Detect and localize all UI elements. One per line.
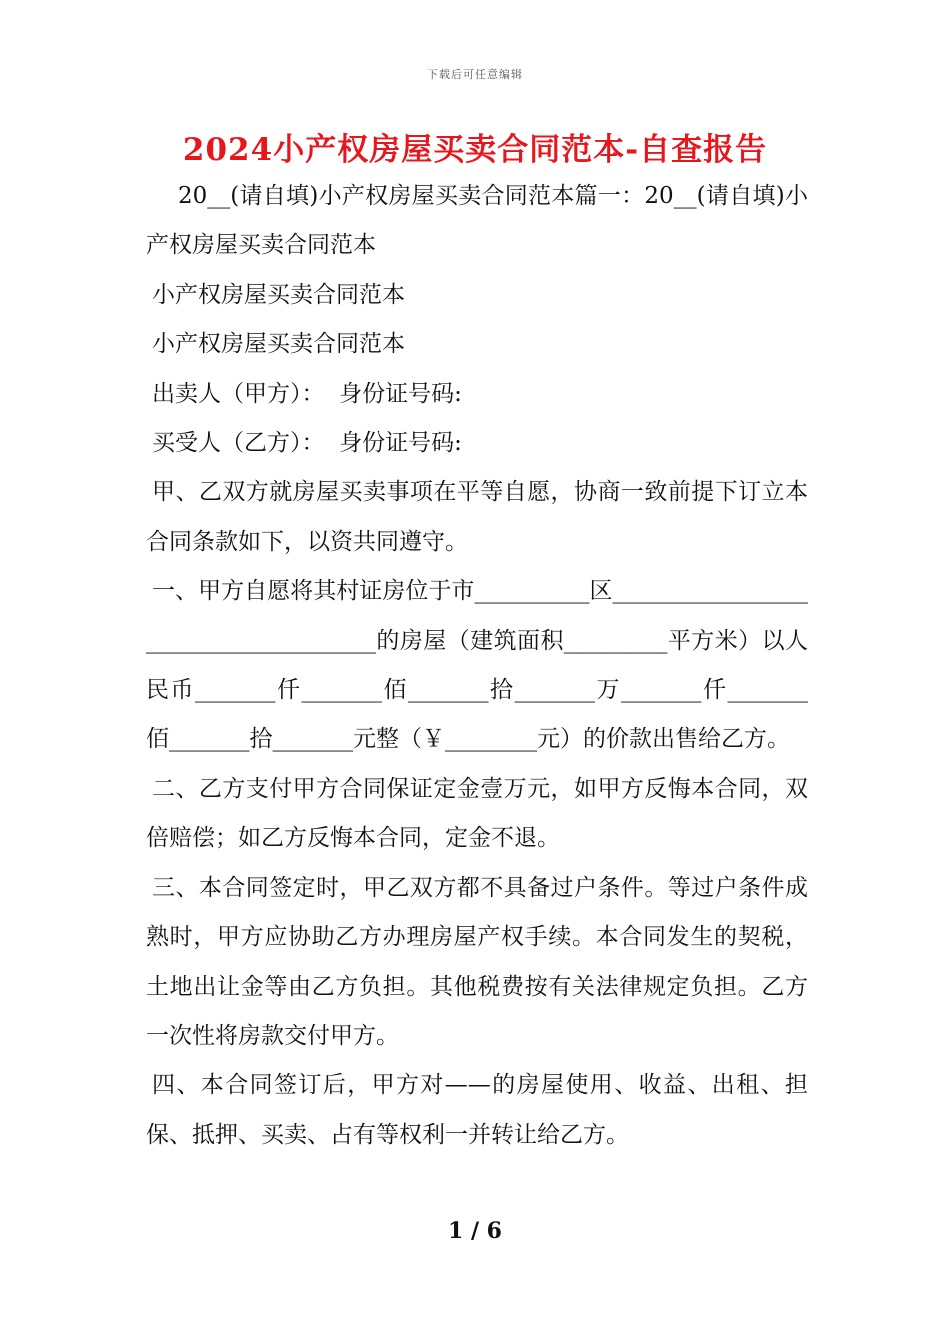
document-title: 2024小产权房屋买卖合同范本-自查报告 (182, 132, 768, 168)
paragraph-clause-2: 二、乙方支付甲方合同保证定金壹万元，如甲方反悔本合同，双倍赔偿；如乙方反悔本合同，定金不退。 (146, 775, 808, 852)
header-note: 下载后可任意编辑 (427, 68, 523, 81)
page-indicator: 1 / 6 (448, 1218, 502, 1244)
paragraph-seller: 出卖人（甲方）： 身份证号码: (152, 380, 462, 407)
paragraph-intro: 20__(请自填)小产权房屋买卖合同范本篇一：20__(请自填)小产权房屋买卖合同范本 (146, 183, 808, 259)
paragraph-clause-3: 三、本合同签定时，甲乙双方都不具备过户条件。等过户条件成熟时，甲方应协助乙方办理房屋产权手续。本合同发生的契税，土地出让金等由乙方负担。其他税费按有关法律规定负担。乙方一次性将房款交付甲方。 (146, 874, 808, 1049)
paragraph-buyer: 买受人（乙方）： 身份证号码: (152, 430, 462, 457)
paragraph-clause-1: 一、甲方自愿将其村证房位于市__________区_____________________________________的房屋（建筑面积_________平方米）以人民币_______仟_______佰_______拾_______万_______仟_______佰_______拾_______元整（￥________元）的价款出售给乙方。 (146, 578, 808, 753)
paragraph-clause-4: 四、本合同签订后，甲方对——的房屋使用、收益、出租、担保、抵押、买卖、占有等权利一并转让给乙方。 (146, 1072, 808, 1148)
paragraph-subtitle-1: 小产权房屋买卖合同范本 (152, 281, 405, 308)
paragraph-preamble: 甲、乙双方就房屋买卖事项在平等自愿，协商一致前提下订立本合同条款如下，以资共同遵守。 (146, 479, 808, 555)
paragraph-subtitle-2: 小产权房屋买卖合同范本 (152, 331, 405, 358)
document-body (146, 172, 808, 1160)
